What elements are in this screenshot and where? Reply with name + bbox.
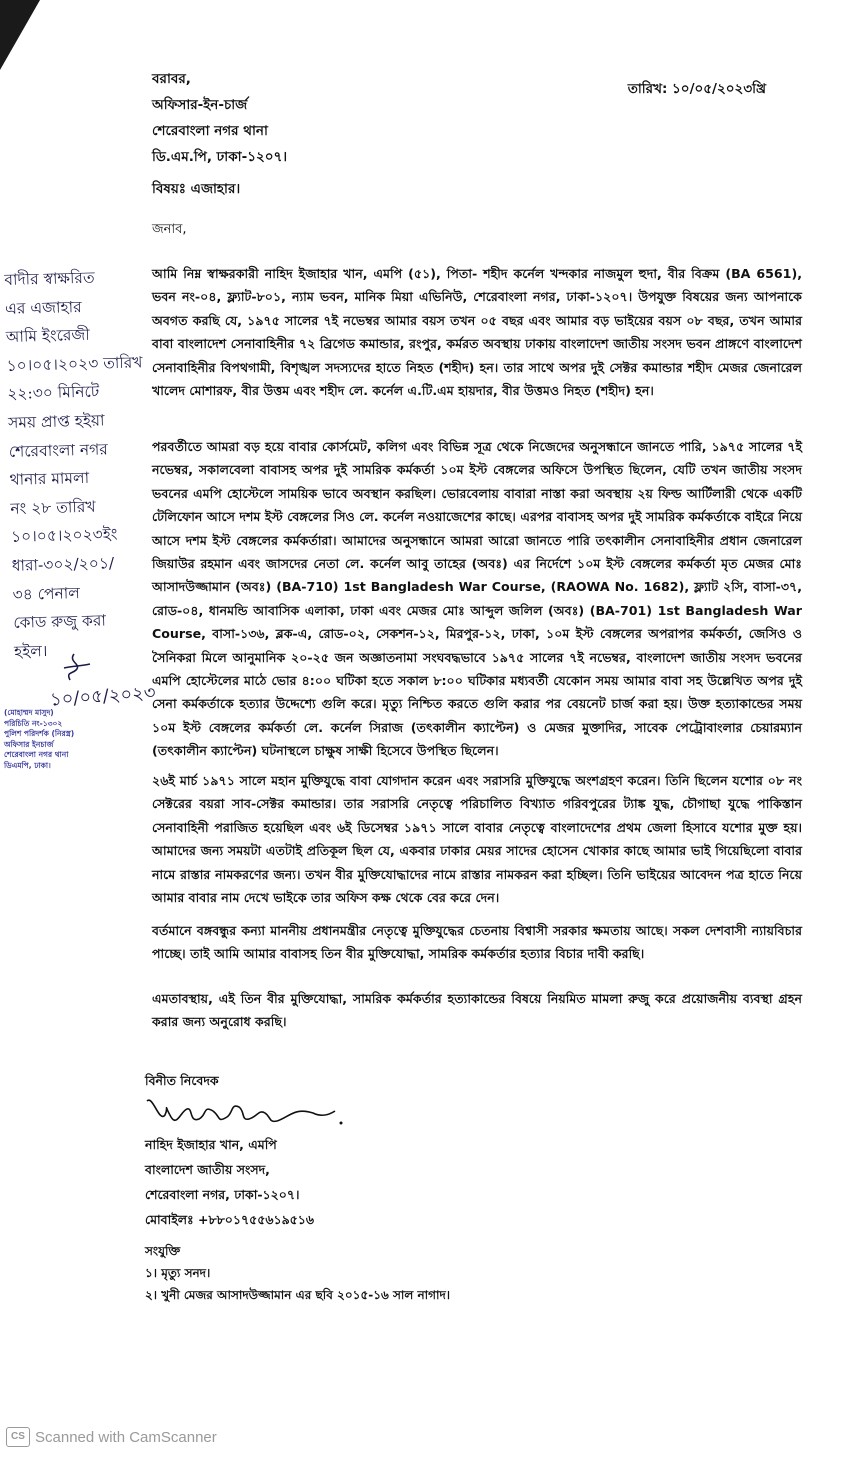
recipient-line: শেরেবাংলা নগর থানা: [152, 123, 268, 139]
officer-stamp: [4, 708, 124, 771]
watermark-text: Scanned with CamScanner: [35, 1428, 217, 1446]
margin-note-line: ২২:৩০ মিনিটে: [7, 382, 100, 404]
signer-block: [145, 1132, 314, 1232]
enclosure-item: ১। মৃত্যু সনদ।: [145, 1266, 211, 1280]
margin-note-line: ১০।০৫।২০২৩ইং: [10, 525, 118, 547]
recipient-line: ডি.এম.পি, ঢাকা-১২০৭।: [152, 149, 288, 165]
signer-line: মোবাইলঃ +৮৮০১৭৫৫৬১৯৫১৬: [145, 1212, 315, 1227]
recipient-address: [152, 66, 287, 170]
margin-note-line: থানার মামলা: [9, 469, 90, 490]
paragraph: পরবর্তীতে আমরা বড় হয়ে বাবার কোর্সমেট, কলিগ এবং বিভিন্ন সূত্র থেকে নিজেদের অনুসন্ধানে জানতে পারি, ১৯৭৫ সালের ৭ই নভেম্বর, সকালবেলা বাবাসহ অপর দুই সামরিক কর্মকর্তা ১০ম ইস্ট বেঙ্গলের অফিসে উপস্থিত ছিলেন, যেটি তখন জাতীয় সংসদ ভবনের এমপি হোস্টেলে সাময়িক ভাবে অবস্থান করছিল। ভোরবেলায় বাবারা নাস্তা করা অবস্থায় ২য় ফিল্ড আর্টিলারী থেকে একটি টেলিফোন আসে দশম ইস্ট বেঙ্গলের সিও লে. কর্নেল নওয়াজেশের কাছে। এরপর বাবাসহ অপর দুই সামরিক কর্মকর্তাকে বাইরে নিয়ে আসে দশম ইস্ট বেঙ্গলের কর্মকর্তারা। আমাদের অনুসন্ধানে আমরা আরো জানতে পারি তৎকালীন সেনাবাহিনীর প্রধান জেনারেল জিয়াউর রহমান এবং জাসদের নেতা লে. কর্নেল আবু তাহের (অবঃ) এর নির্দেশে ১০ম ইস্ট বেঙ্গলের কর্মকর্তা মৃত মেজর মোঃ আসাদউজ্জামান (অবঃ) (BA-710) 1st Bangladesh War Course, (RAOWA No. 1682), ফ্ল্যাট ২সি, বাসা-৩৭, রোড-০৪, ধানমন্ডি আবাসিক এলাকা, ঢাকা এবং মেজর মোঃ আব্দুল জলিল (অবঃ) (BA-701) 1st Bangladesh War Course, বাসা-১৩৬, ব্লক-এ, রোড-০২, সেকশন-১২, মিরপুর-১২, ঢাকা, ১০ম ইস্ট বেঙ্গলের অপরাপর কর্মকর্তা, জেসিও ও সৈনিকরা মিলে আনুমানিক ২০-২৫ জন অজ্ঞাতনামা সংঘবদ্ধভাবে ১৯৭৫ সালের ৭ই নভেম্বর, বাংলাদেশ জাতীয় সংসদ ভবনের এমপি হোস্টেলের মাঠে ভোর ৪:০০ ঘটিকা হতে সকাল ৮:০০ ঘটিকার মধ্যবর্তী যেকোন সময় আমার বাবা সহ উল্লেখিত অপর দুই সেনা কর্মকর্তাকে হত্যার উদ্দেশ্যে গুলি করে। মৃত্যু নিশ্চিত করতে গুলি করার পর বেয়নেট চার্জ করা হয়। উক্ত হত্যাকান্ডের সময় ১০ম ইস্ট বেঙ্গলের কর্মকর্তা লে. কর্নেল সিরাজ (তৎকালীন ক্যাপ্টেন) ও মেজর মুক্তাদির, সাবেক পেট্রোবাংলার চেয়ারম্যান (তৎকালীন ক্যাপ্টেন) ঘটনাস্থলে চাক্ষুষ সাক্ষী হিসেবে উপস্থিত ছিলেন।: [152, 439, 802, 759]
margin-note-line: বাদীর স্বাক্ষরিত: [4, 268, 95, 289]
margin-note-line: কোড রুজু করা: [13, 611, 107, 632]
paragraph: আমি নিম্ন স্বাক্ষরকারী নাহিদ ইজাহার খান, এমপি (৫১), পিতা- শহীদ কর্নেল খন্দকার নাজমুল হুদা, বীর বিক্রম (BA 6561), ভবন নং-০৪, ফ্ল্যাট-৮০১, ন্যাম ভবন, মানিক মিয়া এভিনিউ, শেরেবাংলা নগর, ঢাকা-১২০৭। উপযুক্ত বিষয়ের জন্য আপনাকে অবগত করছি যে, ১৯৭৫ সালের ৭ই নভেম্বর আমার বয়স তখন ০৫ বছর এবং আমার বড় ভাইয়ের বয়স ০৮ বছর, তখন আমার বাবা বাংলাদেশ সেনাবাহিনীর ৭২ ব্রিগেড কমান্ডার, রংপুর, কর্মরত অবস্থায় ঢাকায় বাংলাদেশ জাতীয় সংসদ ভবন প্রাঙ্গণে বাংলাদেশ সেনাবাহিনীর বিপথগামী, বিশৃঙ্খল সদস্যদের হাতে নিহত (শহীদ) হন। তার সাথে অপর দুই সেক্টর কমান্ডার শহীদ মেজর জেনারেল খালেদ মোশারফ, বীর উত্তম এবং শহীদ লে. কর্নেল এ.টি.এম হায়দার, বীর উত্তমও নিহত (শহীদ) হন।: [152, 266, 802, 399]
salutation: জনাব,: [152, 222, 187, 237]
stamp-line: ডিএমপি, ঢাকা।: [4, 760, 51, 770]
margin-note-line: সময় প্রাপ্ত হইয়া: [7, 411, 105, 432]
stamp-line: পুলিশ পরিদর্শক (নিরস্ত্র): [4, 729, 75, 738]
signer-line: বাংলাদেশ জাতীয় সংসদ,: [145, 1162, 270, 1177]
margin-note-line: হইল।: [13, 641, 48, 661]
recipient-line: বরাবর,: [152, 71, 191, 87]
signature-scribble: [145, 1093, 345, 1137]
signer-line: নাহিদ ইজাহার খান, এমপি: [145, 1137, 277, 1152]
camscanner-logo-icon: CS: [6, 1427, 30, 1447]
margin-note-line: শেরেবাংলা নগর: [8, 439, 108, 461]
enclosure-title: সংযুক্তি: [145, 1244, 181, 1258]
margin-note-line: ৩৪ পেনাল: [12, 583, 80, 604]
closing: বিনীত নিবেদক: [145, 1073, 219, 1088]
handwritten-date: ১০/০৫/২০২৩: [49, 682, 157, 711]
stamp-line: শেরেবাংলা নগর থানা: [4, 750, 69, 759]
stamp-line: পরিচিতি নং-১৩০২: [4, 718, 63, 728]
margin-note-line: এর এজাহার: [4, 297, 82, 318]
stamp-line: অফিসার ইনচার্জ: [4, 739, 54, 749]
paragraph: বর্তমানে বঙ্গবন্ধুর কন্যা মাননীয় প্রধানমন্ত্রীর নেতৃত্বে মুক্তিযুদ্ধের চেতনায় বিশ্বাসী সরকার ক্ষমতায় আছে। সকল দেশবাসী ন্যায়বিচার পাচ্ছে। তাই আমি আমার বাবাসহ তিন বীর মুক্তিযোদ্ধা, সামরিক কর্মকর্তার হত্যার বিচার দাবী করছি।: [152, 923, 802, 962]
enclosure-item: ২। খুনী মেজর আসাদউজ্জামান এর ছবি ২০১৫-১৬ সাল নাগাদ।: [145, 1288, 451, 1302]
signer-line: শেরেবাংলা নগর, ঢাকা-১২০৭।: [145, 1187, 300, 1202]
enclosure-block: [145, 1240, 450, 1306]
letter-subject: বিষয়ঃ এজাহার।: [152, 181, 241, 197]
margin-note-line: আমি ইংরেজী: [5, 325, 90, 347]
margin-note-line: ১০।০৫।২০২৩ তারিখ: [6, 353, 143, 375]
stamp-line: (মোহাম্মদ মাসুদ): [4, 708, 54, 717]
margin-note-line: নং ২৮ তারিখ: [10, 497, 96, 518]
handwritten-margin-note: [4, 262, 164, 666]
scanner-watermark: [6, 1427, 217, 1447]
paragraph: এমতাবস্থায়, এই তিন বীর মুক্তিযোদ্ধা, সামরিক কর্মকর্তার হত্যাকান্ডের বিষয়ে নিয়মিত মামলা রুজু করে প্রয়োজনীয় ব্যবস্থা গ্রহন করার জন্য অনুরোধ করছি।: [152, 991, 802, 1030]
margin-note-line: ধারা-৩০২/২০১/: [11, 554, 115, 575]
recipient-line: অফিসার-ইন-চার্জ: [152, 97, 248, 113]
letter-date: তারিখ: ১০/০৫/২০২৩খ্রি: [627, 81, 766, 97]
paragraph: ২৬ই মার্চ ১৯৭১ সালে মহান মুক্তিযুদ্ধে বাবা যোগদান করেন এবং সরাসরি মুক্তিযুদ্ধে অংশগ্রহণ করেন। তিনি ছিলেন যশোর ০৮ নং সেক্টরের বয়রা সাব-সেক্টর কমান্ডার। তার সরাসরি নেতৃত্বে পরিচালিত বিখ্যাত গরিবপুরের ট্যাঙ্ক যুদ্ধ, চৌগাছা যুদ্ধে পাকিস্তান সেনাবাহিনী পরাজিত হয়েছিল এবং ৬ই ডিসেম্বর ১৯৭১ সালে বাবার নেতৃত্বে বাংলাদেশের প্রথম জেলা হিসাবে যশোর মুক্ত হয়। আমাদের জন্য সময়টা এতটাই প্রতিকূল ছিল যে, একবার ঢাকার মেয়র সাদের হোসেন খোকার কাছে আমার ভাই গিয়েছিলো বাবার নামে রাস্তার নামকরণের জন্য। তখন বীর মুক্তিযোদ্ধাদের নামে রাস্তার নামকরন করা হচ্ছিল। তিনি ভাইয়ের আবেদন পত্র হাতে নিয়ে আমার বাবার নাম দেখে ভাইকে তার অফিস কক্ষ থেকে বের করে দেন।: [152, 773, 802, 906]
